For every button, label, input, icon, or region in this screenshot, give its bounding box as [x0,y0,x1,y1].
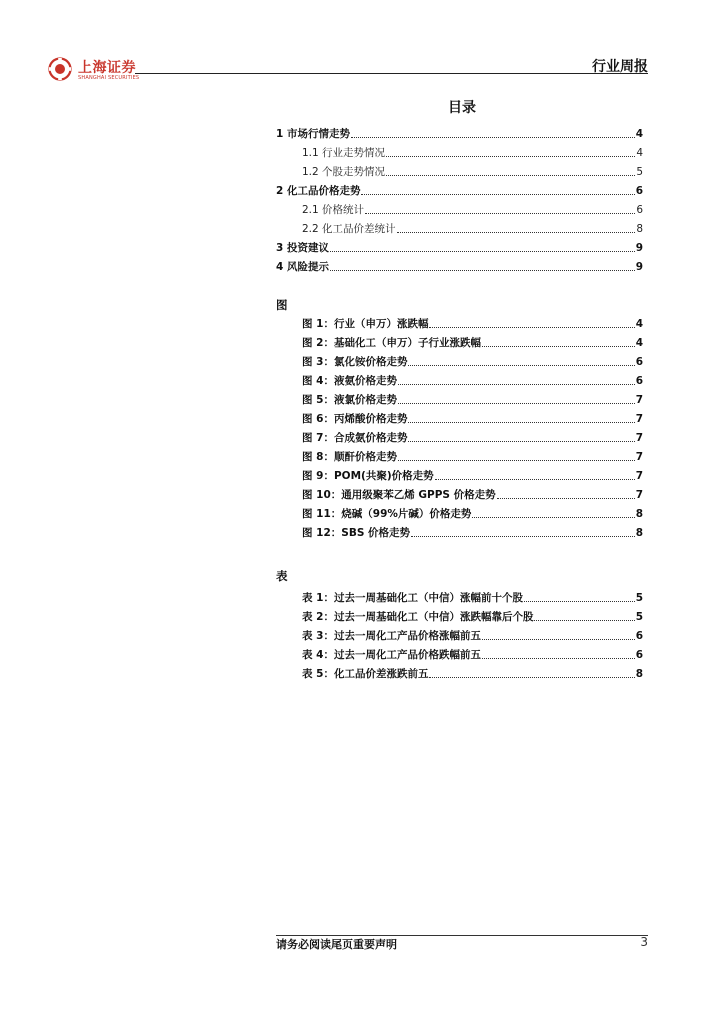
dot-leader [408,365,634,366]
figure-entry-label: 图 8：顺酐价格走势 [302,451,397,463]
figure-entry-label: 图 12：SBS 价格走势 [302,527,411,539]
table-entry-page: 5 [635,611,643,623]
dot-leader [534,620,634,621]
figure-entry[interactable] [302,317,643,331]
figure-entry-label: 图 1：行业（申万）涨跌幅 [302,318,429,330]
figure-entry-page: 7 [635,432,643,444]
dot-leader [435,479,635,480]
figure-entry-label: 图 2：基础化工（申万）子行业涨跌幅 [302,337,481,349]
table-entry[interactable] [302,591,643,605]
table-entry[interactable] [302,667,643,681]
dot-leader [365,213,635,214]
toc-entry[interactable] [302,203,643,217]
dot-leader [408,441,634,442]
toc-entry-page: 4 [635,128,643,140]
dot-leader [472,517,634,518]
table-entry[interactable] [302,629,643,643]
logo-emblem-icon [48,57,72,81]
figure-entry-label: 图 3：氯化铵价格走势 [302,356,408,368]
logo-chinese-name: 上海证券 [78,60,136,76]
figure-entry-page: 6 [635,356,643,368]
toc-entry[interactable] [276,127,643,141]
figure-entry[interactable] [302,526,643,540]
table-entry-page: 6 [635,649,643,661]
figure-entry[interactable] [302,412,643,426]
table-entry-page: 8 [635,668,643,680]
table-entry-page: 6 [635,630,643,642]
toc-entry-label: 2.1 价格统计 [302,204,365,216]
figure-entry-label: 图 4：液氨价格走势 [302,375,397,387]
page-header [48,52,648,82]
figure-entry[interactable] [302,393,643,407]
tables-heading: 表 [276,569,288,583]
toc-entry-label: 3 投资建议 [276,242,329,254]
toc-entry-page: 6 [635,185,643,197]
dot-leader [398,384,635,385]
figure-entry-page: 4 [635,318,643,330]
toc-entry[interactable] [302,165,643,179]
company-logo [48,55,188,83]
figure-entry[interactable] [302,431,643,445]
table-entry-page: 5 [635,592,643,604]
toc-entry[interactable] [276,184,643,198]
figure-entry[interactable] [302,450,643,464]
toc-entry-page: 4 [636,147,643,159]
figure-entry-page: 7 [635,470,643,482]
figure-entry-label: 图 5：液氯价格走势 [302,394,397,406]
dot-leader [398,460,635,461]
disclaimer-notice: 请务必阅读尾页重要声明 [276,938,397,951]
dot-leader [482,639,635,640]
table-entry-label: 表 3：过去一周化工产品价格涨幅前五 [302,630,481,642]
dot-leader [408,422,634,423]
toc-entry[interactable] [302,222,643,236]
figure-entry-label: 图 11：烧碱（99%片碱）价格走势 [302,508,472,520]
toc-entry[interactable] [276,241,643,255]
toc-entry-label: 2 化工品价格走势 [276,185,361,197]
toc-entry-page: 6 [636,204,643,216]
figures-heading: 图 [276,298,288,312]
figure-entry[interactable] [302,507,643,521]
figure-entry-label: 图 10：通用级聚苯乙烯 GPPS 价格走势 [302,489,496,501]
table-entry-label: 表 1：过去一周基础化工（中信）涨幅前十个股 [302,592,523,604]
dot-leader [330,251,635,252]
header-divider [135,73,648,74]
dot-leader [386,175,635,176]
figure-entry-page: 7 [635,489,643,501]
page-number: 3 [640,935,648,949]
dot-leader [361,194,634,195]
dot-leader [397,232,636,233]
toc-entry-label: 1 市场行情走势 [276,128,350,140]
figure-entry[interactable] [302,469,643,483]
toc-entry-page: 8 [636,223,643,235]
toc-entry-page: 9 [635,261,643,273]
toc-entry-label: 4 风险提示 [276,261,329,273]
figure-entry-label: 图 9：POM(共聚)价格走势 [302,470,434,482]
dot-leader [386,156,635,157]
table-entry[interactable] [302,648,643,662]
logo-english-name: SHANGHAI SECURITIES [78,75,140,81]
figure-entry-label: 图 7：合成氨价格走势 [302,432,408,444]
figure-entry[interactable] [302,355,643,369]
dot-leader [429,677,634,678]
toc-entry[interactable] [276,260,643,274]
table-entry-label: 表 2：过去一周基础化工（中信）涨跌幅靠后个股 [302,611,534,623]
toc-entry-label: 2.2 化工品价差统计 [302,223,396,235]
toc-entry-page: 5 [636,166,643,178]
figure-entry[interactable] [302,374,643,388]
report-type-label: 行业周报 [592,59,648,75]
figure-entry[interactable] [302,336,643,350]
figure-entry-page: 7 [635,394,643,406]
table-entry-label: 表 4：过去一周化工产品价格跌幅前五 [302,649,481,661]
dot-leader [482,658,635,659]
figure-entry[interactable] [302,488,643,502]
dot-leader [330,270,635,271]
figure-entry-page: 7 [635,413,643,425]
dot-leader [482,346,635,347]
toc-title: 目录 [448,100,476,116]
toc-entry[interactable] [302,146,643,160]
toc-entry-page: 9 [635,242,643,254]
figure-entry-page: 7 [635,451,643,463]
dot-leader [524,601,635,602]
dot-leader [351,137,635,138]
dot-leader [411,536,635,537]
table-entry-label: 表 5：化工品价差涨跌前五 [302,668,429,680]
figure-entry-label: 图 6：丙烯酸价格走势 [302,413,408,425]
figure-entry-page: 4 [635,337,643,349]
toc-entry-label: 1.2 个股走势情况 [302,166,386,178]
figure-entry-page: 8 [635,508,643,520]
toc-entry-label: 1.1 行业走势情况 [302,147,386,159]
dot-leader [497,498,635,499]
table-entry[interactable] [302,610,643,624]
dot-leader [429,327,634,328]
figure-entry-page: 8 [635,527,643,539]
dot-leader [398,403,635,404]
figure-entry-page: 6 [635,375,643,387]
